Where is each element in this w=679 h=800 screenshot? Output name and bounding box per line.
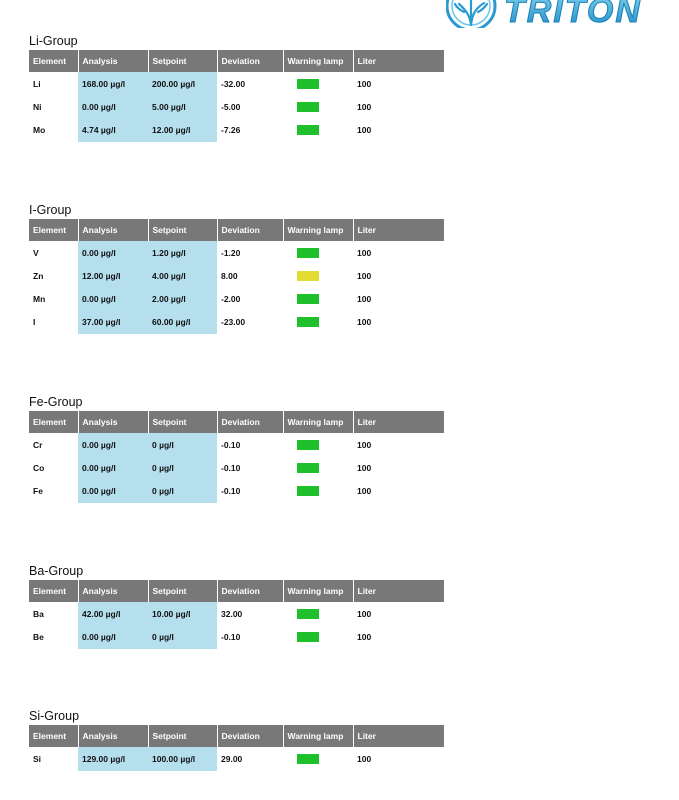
column-header-analysis: Analysis bbox=[78, 580, 148, 602]
element-cell: Zn bbox=[33, 270, 44, 281]
table-header-row bbox=[29, 411, 444, 433]
table-header-row bbox=[29, 580, 444, 602]
group-title: Ba-Group bbox=[29, 564, 84, 578]
liter-cell: 100 bbox=[357, 293, 372, 304]
liter-cell: 100 bbox=[357, 247, 372, 258]
column-header-deviation: Deviation bbox=[217, 219, 283, 241]
element-cell: Cr bbox=[33, 439, 43, 450]
column-header-lamp: Warning lamp bbox=[283, 725, 353, 747]
setpoint-cell: 100.00 µg/l bbox=[148, 747, 217, 771]
analysis-cell: 0.00 µg/l bbox=[78, 287, 148, 310]
setpoint-cell: 10.00 µg/l bbox=[148, 602, 217, 625]
column-header-liter: Liter bbox=[353, 725, 444, 747]
element-cell: Co bbox=[33, 462, 45, 473]
column-header-lamp: Warning lamp bbox=[283, 411, 353, 433]
column-header-element: Element bbox=[29, 50, 78, 72]
analysis-cell: 0.00 µg/l bbox=[78, 456, 148, 479]
brand-logo-text: TRITON bbox=[504, 0, 642, 28]
liter-cell: 100 bbox=[357, 632, 372, 642]
analysis-cell: 42.00 µg/l bbox=[78, 602, 148, 625]
warning-lamp-cell bbox=[283, 287, 353, 310]
warning-lamp-cell bbox=[283, 433, 353, 456]
group-title: Li-Group bbox=[29, 34, 78, 48]
table-row bbox=[29, 241, 444, 264]
column-header-liter: Liter bbox=[353, 580, 444, 602]
warning-lamp-icon bbox=[297, 102, 319, 112]
deviation-cell: -5.00 bbox=[221, 101, 241, 112]
setpoint-cell: 0 µg/l bbox=[148, 456, 217, 479]
liter-cell: 100 bbox=[357, 754, 372, 764]
column-header-liter: Liter bbox=[353, 411, 444, 433]
warning-lamp-cell bbox=[283, 118, 353, 142]
warning-lamp-cell bbox=[283, 602, 353, 625]
analysis-cell: 0.00 µg/l bbox=[78, 433, 148, 456]
warning-lamp-icon bbox=[297, 271, 319, 281]
group-4 bbox=[29, 708, 444, 771]
column-header-element: Element bbox=[29, 725, 78, 747]
element-cell: V bbox=[33, 247, 39, 258]
element-cell: Fe bbox=[33, 486, 43, 496]
element-table bbox=[29, 50, 444, 142]
warning-lamp-cell bbox=[283, 479, 353, 503]
column-header-analysis: Analysis bbox=[78, 50, 148, 72]
analysis-cell: 168.00 µg/l bbox=[78, 72, 148, 95]
analysis-cell: 0.00 µg/l bbox=[78, 625, 148, 649]
table-row bbox=[29, 72, 444, 95]
column-header-lamp: Warning lamp bbox=[283, 580, 353, 602]
table-row bbox=[29, 264, 444, 287]
warning-lamp-cell bbox=[283, 241, 353, 264]
warning-lamp-icon bbox=[297, 609, 319, 619]
column-header-deviation: Deviation bbox=[217, 725, 283, 747]
analysis-cell: 37.00 µg/l bbox=[78, 310, 148, 334]
liter-cell: 100 bbox=[357, 486, 372, 496]
column-header-deviation: Deviation bbox=[217, 580, 283, 602]
table-row bbox=[29, 95, 444, 118]
column-header-deviation: Deviation bbox=[217, 411, 283, 433]
table-row bbox=[29, 310, 444, 334]
setpoint-cell: 0 µg/l bbox=[148, 625, 217, 649]
analysis-cell: 0.00 µg/l bbox=[78, 479, 148, 503]
element-table bbox=[29, 411, 444, 503]
deviation-cell: -23.00 bbox=[221, 317, 246, 327]
group-1 bbox=[29, 202, 444, 334]
coral-emblem-icon bbox=[447, 0, 495, 28]
group-0 bbox=[29, 33, 444, 142]
column-header-setpoint: Setpoint bbox=[148, 580, 217, 602]
table-row bbox=[29, 602, 444, 625]
element-cell: Si bbox=[33, 754, 42, 764]
warning-lamp-icon bbox=[297, 79, 319, 89]
column-header-liter: Liter bbox=[353, 50, 444, 72]
deviation-cell: -0.10 bbox=[221, 486, 241, 496]
column-header-setpoint: Setpoint bbox=[148, 725, 217, 747]
deviation-cell: -0.10 bbox=[221, 439, 241, 450]
column-header-analysis: Analysis bbox=[78, 725, 148, 747]
table-row bbox=[29, 118, 444, 142]
warning-lamp-cell bbox=[283, 456, 353, 479]
setpoint-cell: 5.00 µg/l bbox=[148, 95, 217, 118]
column-header-analysis: Analysis bbox=[78, 219, 148, 241]
setpoint-cell: 2.00 µg/l bbox=[148, 287, 217, 310]
deviation-cell: 8.00 bbox=[221, 270, 238, 281]
liter-cell: 100 bbox=[357, 78, 372, 89]
warning-lamp-icon bbox=[297, 440, 319, 450]
element-cell: Ba bbox=[33, 608, 44, 619]
column-header-setpoint: Setpoint bbox=[148, 219, 217, 241]
column-header-lamp: Warning lamp bbox=[283, 50, 353, 72]
setpoint-cell: 200.00 µg/l bbox=[148, 72, 217, 95]
analysis-cell: 4.74 µg/l bbox=[78, 118, 148, 142]
table-header-row bbox=[29, 219, 444, 241]
column-header-analysis: Analysis bbox=[78, 411, 148, 433]
group-title: I-Group bbox=[29, 203, 72, 217]
deviation-cell: 32.00 bbox=[221, 608, 243, 619]
element-cell: Be bbox=[33, 632, 44, 642]
deviation-cell: 29.00 bbox=[221, 754, 243, 764]
warning-lamp-cell bbox=[283, 625, 353, 649]
table-row bbox=[29, 456, 444, 479]
element-table bbox=[29, 219, 444, 334]
warning-lamp-icon bbox=[297, 754, 319, 764]
column-header-lamp: Warning lamp bbox=[283, 219, 353, 241]
table-row bbox=[29, 747, 444, 771]
triton-logo bbox=[446, 0, 646, 28]
warning-lamp-icon bbox=[297, 125, 319, 135]
element-cell: Mn bbox=[33, 293, 46, 304]
analysis-cell: 12.00 µg/l bbox=[78, 264, 148, 287]
liter-cell: 100 bbox=[357, 125, 372, 135]
column-header-setpoint: Setpoint bbox=[148, 50, 217, 72]
element-cell: Ni bbox=[33, 101, 42, 112]
setpoint-cell: 60.00 µg/l bbox=[148, 310, 217, 334]
setpoint-cell: 1.20 µg/l bbox=[148, 241, 217, 264]
table-header-row bbox=[29, 50, 444, 72]
warning-lamp-icon bbox=[297, 248, 319, 258]
liter-cell: 100 bbox=[357, 439, 372, 450]
element-cell: I bbox=[33, 317, 36, 327]
liter-cell: 100 bbox=[357, 270, 372, 281]
liter-cell: 100 bbox=[357, 101, 372, 112]
element-table bbox=[29, 725, 444, 771]
warning-lamp-cell bbox=[283, 310, 353, 334]
warning-lamp-icon bbox=[297, 486, 319, 496]
setpoint-cell: 0 µg/l bbox=[148, 479, 217, 503]
analysis-cell: 0.00 µg/l bbox=[78, 95, 148, 118]
table-row bbox=[29, 479, 444, 503]
deviation-cell: -32.00 bbox=[221, 78, 246, 89]
analysis-cell: 0.00 µg/l bbox=[78, 241, 148, 264]
table-header-row bbox=[29, 725, 444, 747]
group-title: Si-Group bbox=[29, 709, 80, 723]
column-header-setpoint: Setpoint bbox=[148, 411, 217, 433]
table-row bbox=[29, 625, 444, 649]
group-2 bbox=[29, 394, 444, 503]
column-header-deviation: Deviation bbox=[217, 50, 283, 72]
deviation-cell: -2.00 bbox=[221, 293, 241, 304]
column-header-element: Element bbox=[29, 411, 78, 433]
group-title: Fe-Group bbox=[29, 395, 83, 409]
group-3 bbox=[29, 563, 444, 649]
setpoint-cell: 4.00 µg/l bbox=[148, 264, 217, 287]
liter-cell: 100 bbox=[357, 317, 372, 327]
element-table bbox=[29, 580, 444, 649]
warning-lamp-icon bbox=[297, 294, 319, 304]
setpoint-cell: 12.00 µg/l bbox=[148, 118, 217, 142]
table-row bbox=[29, 433, 444, 456]
column-header-element: Element bbox=[29, 580, 78, 602]
column-header-element: Element bbox=[29, 219, 78, 241]
table-row bbox=[29, 287, 444, 310]
warning-lamp-cell bbox=[283, 95, 353, 118]
warning-lamp-cell bbox=[283, 264, 353, 287]
setpoint-cell: 0 µg/l bbox=[148, 433, 217, 456]
liter-cell: 100 bbox=[357, 462, 372, 473]
liter-cell: 100 bbox=[357, 608, 372, 619]
warning-lamp-icon bbox=[297, 632, 319, 642]
element-cell: Mo bbox=[33, 125, 46, 135]
deviation-cell: -1.20 bbox=[221, 247, 241, 258]
deviation-cell: -7.26 bbox=[221, 125, 241, 135]
warning-lamp-icon bbox=[297, 317, 319, 327]
warning-lamp-cell bbox=[283, 72, 353, 95]
deviation-cell: -0.10 bbox=[221, 632, 241, 642]
column-header-liter: Liter bbox=[353, 219, 444, 241]
warning-lamp-cell bbox=[283, 747, 353, 771]
element-cell: Li bbox=[33, 78, 41, 89]
warning-lamp-icon bbox=[297, 463, 319, 473]
analysis-cell: 129.00 µg/l bbox=[78, 747, 148, 771]
deviation-cell: -0.10 bbox=[221, 462, 241, 473]
